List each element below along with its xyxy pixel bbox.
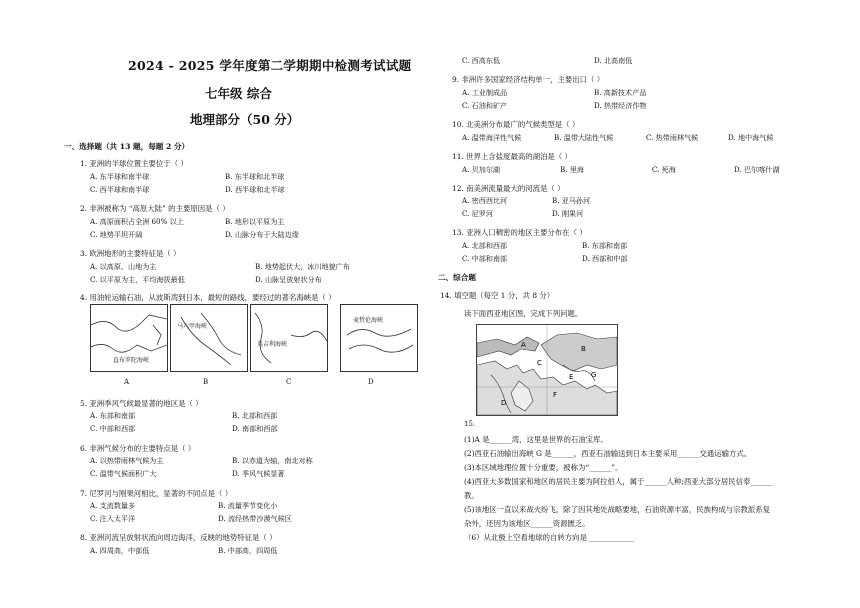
q12-option-b: B. 亚马孙河 xyxy=(552,196,591,205)
section-choice-heading: 一、选择题（共 13 题，每题 2 分） xyxy=(64,142,190,151)
q1-option-a: A. 东半球和南半球 xyxy=(90,172,150,181)
q8-option-a: A. 四周高，中部低 xyxy=(90,546,150,555)
strait-map-b-option: B xyxy=(203,378,209,386)
q3-option-d: D. 山脉呈放射状分布 xyxy=(255,275,322,284)
q6-option-c: C. 温带气候面积广大 xyxy=(90,469,157,478)
q8-stem: 8. 亚洲河流呈放射状流向周边海洋，反映的地势特征是（ ） xyxy=(80,533,277,542)
strait-map-d xyxy=(340,304,418,372)
strait-map-a xyxy=(90,304,168,372)
q7-option-d: D. 流经热带沙漠气候区 xyxy=(218,514,292,523)
q9-option-d: D. 热带经济作物 xyxy=(594,101,647,110)
q13-option-a: A. 北部和西部 xyxy=(462,241,508,250)
q11-option-d: D. 巴尔喀什湖 xyxy=(734,165,780,174)
strait-map-c xyxy=(250,304,328,372)
q10-option-a: A. 温带海洋性气候 xyxy=(462,133,522,142)
strait-map-c-label: 英吉利海峡 xyxy=(257,341,288,348)
q11-option-c: C. 死海 xyxy=(652,165,676,174)
q8-option-d: D. 北高南低 xyxy=(594,56,633,65)
q3-stem: 3. 欧洲地形的主要特征是（ ） xyxy=(80,249,181,258)
q12-option-d: D. 刚果河 xyxy=(552,209,584,218)
q15-number: 15. xyxy=(464,420,476,428)
q13-stem: 13. 亚洲人口稠密的地区主要分布在（ ） xyxy=(452,228,587,237)
strait-map-a-label: 直布罗陀海峡 xyxy=(113,357,150,364)
q13-option-d: D. 西部和中部 xyxy=(582,254,628,263)
q4-stem: 4. 用油轮运输石油，从波斯湾到日本，最短的路线，要经过的著名海峡是（ ） xyxy=(80,293,336,302)
strait-map-d-option: D xyxy=(368,378,374,386)
map-letter-c: C xyxy=(537,359,542,367)
strait-map-b-label: 马六甲海峡 xyxy=(177,323,208,330)
q15-line-4: (4)西亚大多数国家和地区的居民主要为阿拉伯人，属于______人种;西亚大部分居民信奉______ xyxy=(464,477,773,486)
west-asia-map-graphic xyxy=(477,325,617,415)
q12-option-c: C. 尼罗河 xyxy=(462,209,493,218)
q9-option-b: B. 高新技术产品 xyxy=(594,88,647,97)
strait-map-a-option: A xyxy=(124,378,130,386)
map-letter-e: E xyxy=(569,373,574,381)
q10-option-c: C. 热带雨林气候 xyxy=(646,133,699,142)
q7-stem: 7. 尼罗河与刚果河相比，显著的不同点是（ ） xyxy=(80,489,233,498)
q5-option-c: C. 中部和西部 xyxy=(90,424,136,433)
q11-option-a: A. 贝加尔湖 xyxy=(462,165,501,174)
q15-line-4b: 教。 xyxy=(464,491,479,500)
q7-option-b: B. 流量季节变化小 xyxy=(218,501,278,510)
q7-option-a: A. 支流数量多 xyxy=(90,501,136,510)
q2-option-a: A. 高原面积占全洲 60% 以上 xyxy=(90,217,184,226)
strait-map-b-graphic xyxy=(171,305,247,371)
part-title: 地理部分（50 分） xyxy=(190,112,300,127)
q11-stem: 11. 世界上含盐度最高的湖泊是（ ） xyxy=(452,152,572,161)
q6-option-b: B. 以赤道为轴，南北对称 xyxy=(232,456,313,465)
q9-option-a: A. 工业制成品 xyxy=(462,88,508,97)
q2-option-c: C. 地势平坦开阔 xyxy=(90,230,143,239)
strait-map-c-graphic xyxy=(251,305,327,371)
q10-stem: 10. 北美洲分布最广的气候类型是（ ） xyxy=(452,120,580,129)
q1-option-c: C. 西半球和南半球 xyxy=(90,185,150,194)
map-letter-d: D xyxy=(501,399,507,407)
q3-option-c: C. 以平原为主，平均海拔最低 xyxy=(90,275,185,284)
q5-stem: 5. 亚洲季风气候最显著的地区是（ ） xyxy=(80,399,203,408)
q9-stem: 9. 非洲许多国家经济结构单一，主要出口（ ） xyxy=(452,75,605,84)
q5-option-b: B. 北部和西部 xyxy=(232,411,278,420)
map-letter-g: G xyxy=(591,371,597,379)
map-letter-f: F xyxy=(553,391,558,399)
q5-option-d: D. 南部和西部 xyxy=(232,424,278,433)
q8-option-c: C. 西高东低 xyxy=(462,56,501,65)
q8-option-b: B. 中部高，四周低 xyxy=(218,546,278,555)
q3-option-a: A. 以高原、山地为主 xyxy=(90,262,157,271)
q14-intro: 读下面西亚地区图，完成下列问题。 xyxy=(464,309,583,318)
q15-line-5b: 杂外，还因为该地区______资源匮乏。 xyxy=(464,519,590,528)
q12-option-a: A. 密西西比河 xyxy=(462,196,508,205)
q6-option-d: D. 季风气候显著 xyxy=(232,469,285,478)
q9-option-c: C. 石油和矿产 xyxy=(462,101,508,110)
q6-stem: 6. 非洲气候分布的主要特点是（ ） xyxy=(80,444,196,453)
strait-map-d-label: 麦哲伦海峡 xyxy=(353,317,384,324)
section-synthesis-heading: 二、综合题 xyxy=(438,273,476,282)
q1-option-b: B. 东半球和北半球 xyxy=(225,172,285,181)
map-letter-a: A xyxy=(521,341,526,349)
q12-stem: 12. 南美洲流量最大的河流是（ ） xyxy=(452,184,565,193)
q15-line-2: (2)西亚石油输出海峡 G 是______，西亚石油输送到日本主要采用______交通运输方式。 xyxy=(464,449,752,458)
q2-option-d: D. 山脉分布于大陆边缘 xyxy=(225,230,299,239)
q10-option-b: B. 温带大陆性气候 xyxy=(554,133,614,142)
q11-option-b: B. 里海 xyxy=(560,165,584,174)
q1-option-d: D. 西半球和北半球 xyxy=(225,185,285,194)
q15-line-3: (3)本区域地理位置十分重要，被称为“______”。 xyxy=(464,463,623,472)
q13-option-c: C. 中部和南部 xyxy=(462,254,508,263)
q5-option-a: A. 东部和南部 xyxy=(90,411,136,420)
strait-map-c-option: C xyxy=(286,378,292,386)
q13-option-b: B. 东部和南部 xyxy=(582,241,628,250)
exam-title: 2024 - 2025 学年度第二学期期中检测考试试题 xyxy=(128,58,412,73)
q15-line-5: (5)该地区一直以来战火纷飞，除了因其地处战略要地，石油资源丰富，民族构成与宗教派系复 xyxy=(464,505,771,514)
q2-option-b: B. 地形以平原为主 xyxy=(225,217,285,226)
q6-option-a: A. 以热带雨林气候为主 xyxy=(90,456,164,465)
q14-stem: 14. 填空题（每空 1 分，共 8 分） xyxy=(440,291,555,300)
q15-line-6: （6）从北极上空看地球的自转方向是 ____________ xyxy=(464,533,634,542)
strait-map-b xyxy=(170,304,248,372)
q10-option-d: D. 地中海气候 xyxy=(728,133,774,142)
west-asia-map xyxy=(476,324,618,416)
q2-stem: 2. 非洲被称为 “高原大陆” 的主要原因是（ ） xyxy=(80,204,230,213)
q3-option-b: B. 地势起伏大，冰川地貌广布 xyxy=(255,262,350,271)
map-letter-b: B xyxy=(581,345,586,353)
grade-subject: 七年级 综合 xyxy=(205,86,272,101)
q15-line-1: (1)A 是______湾，这里是世界的石油宝库。 xyxy=(464,435,608,444)
q7-option-c: C. 注入太平洋 xyxy=(90,514,136,523)
q1-stem: 1. 亚洲的半球位置主要位于（ ） xyxy=(80,159,188,168)
